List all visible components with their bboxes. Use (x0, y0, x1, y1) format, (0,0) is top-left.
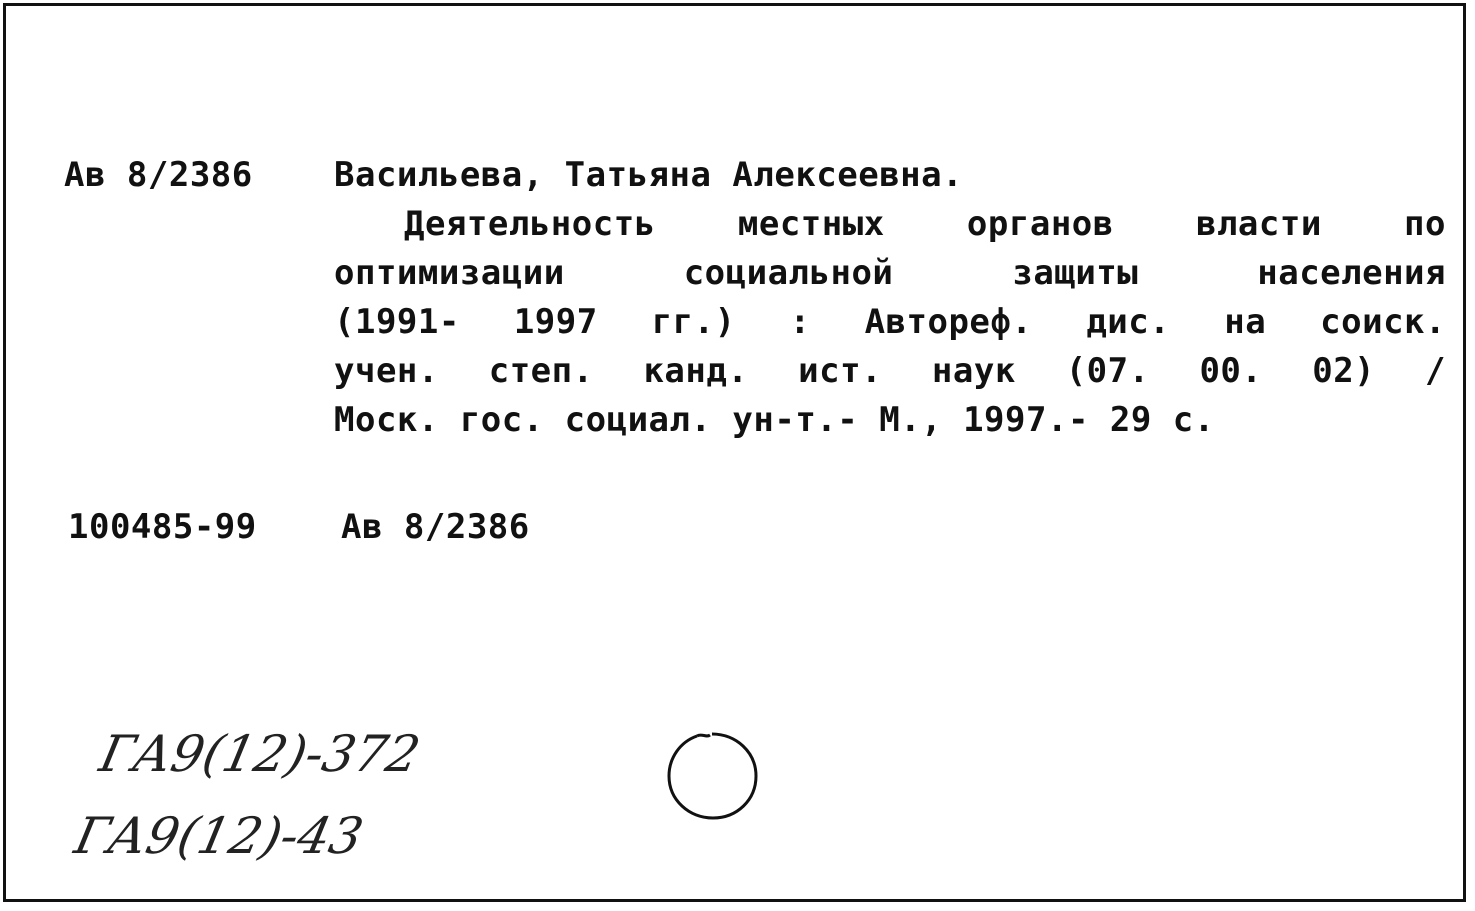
punch-hole-circle (664, 728, 760, 824)
author-line: Васильева, Татьяна Алексеевна. (334, 155, 964, 195)
bibliographic-entry (334, 151, 1446, 445)
shelf-mark-top: Ав 8/2386 (64, 155, 253, 195)
title-line-4: учен. степ. канд. ист. наук (07. 00. 02) / (334, 351, 1446, 391)
title-line-5: Моск. гос. социал. ун-т.- М., 1997.- 29 с. (334, 400, 1215, 440)
handwritten-classification-1: ГА9(12)-372 (94, 725, 425, 783)
title-line-3: (1991- 1997 гг.) : Автореф. дис. на соиск. (334, 302, 1446, 342)
catalog-card (3, 3, 1466, 902)
title-line-1: Деятельность местных органов власти по (404, 204, 1446, 244)
handwritten-classification-2: ГА9(12)-43 (69, 807, 369, 865)
inventory-number: 100485-99 (68, 507, 257, 547)
title-line-2: оптимизации социальной защиты населения (334, 253, 1446, 293)
shelf-mark-bottom: Ав 8/2386 (341, 507, 530, 547)
